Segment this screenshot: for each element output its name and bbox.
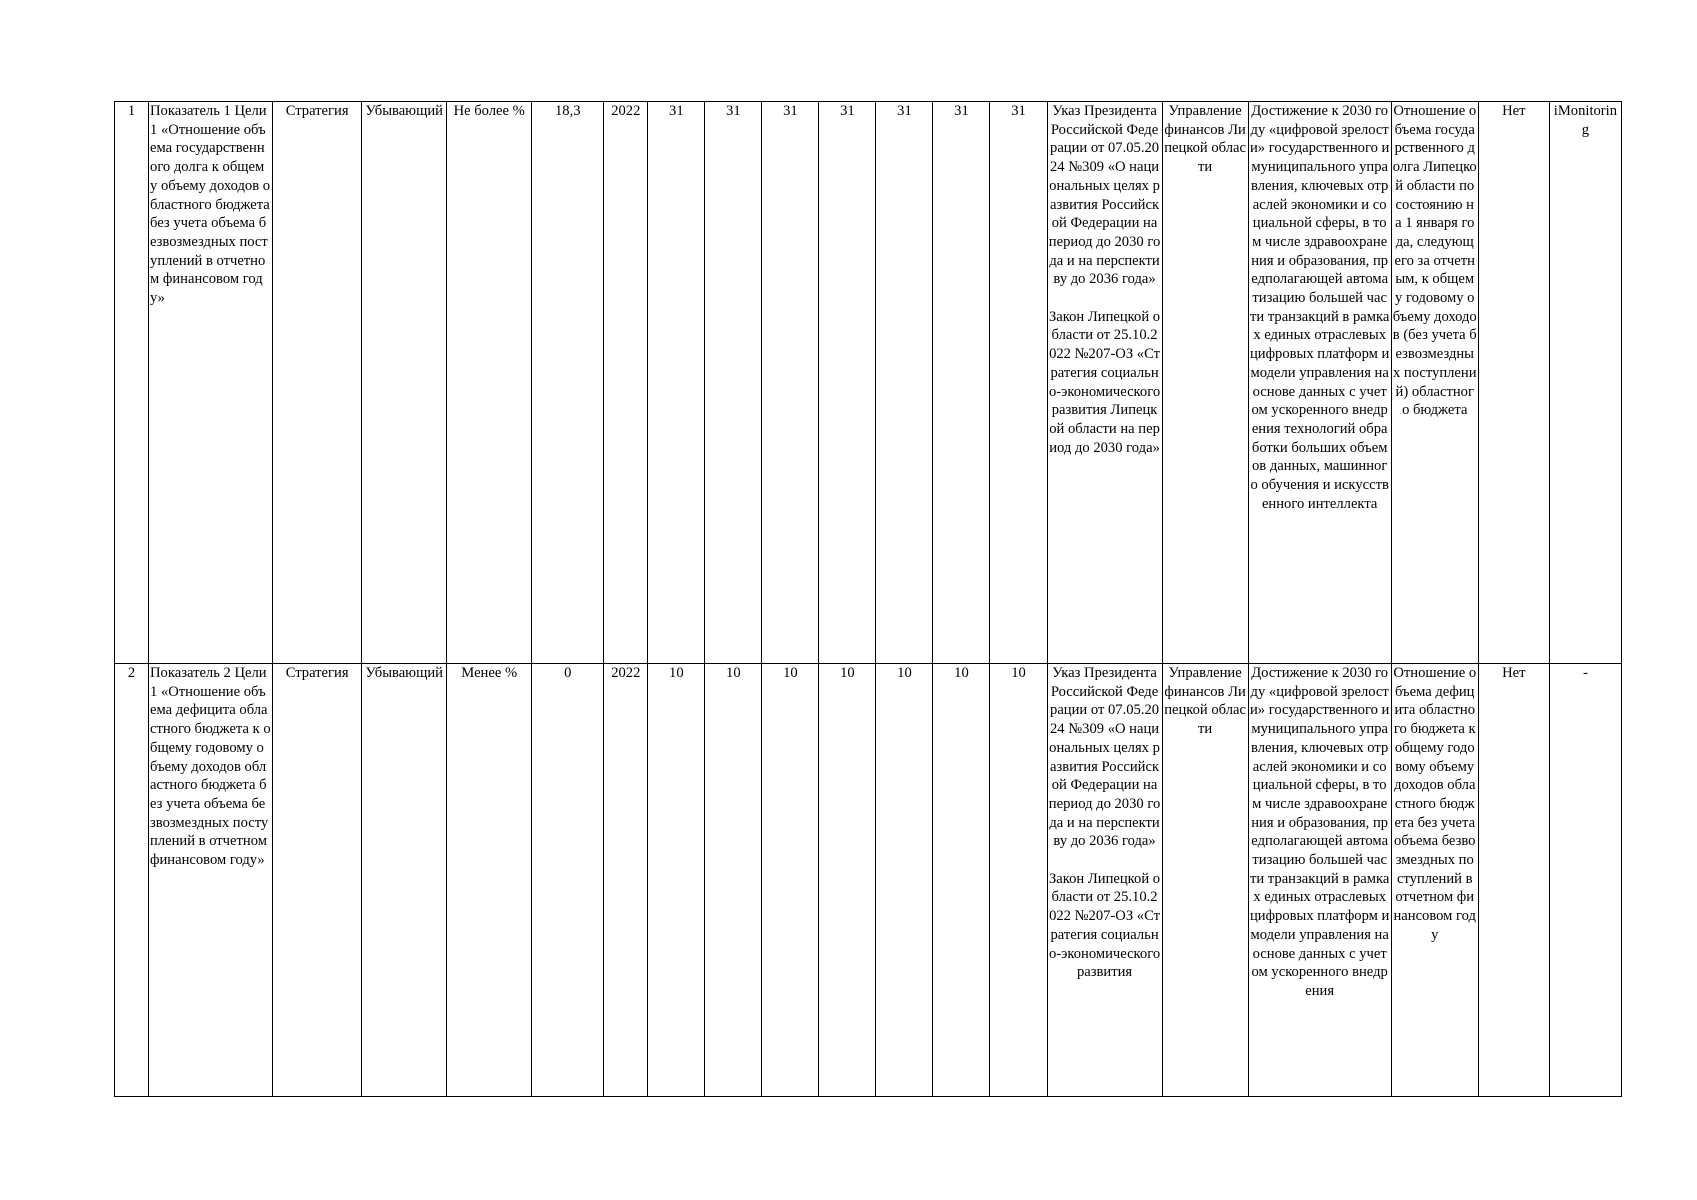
indicator-name: Показатель 1 Цели 1 «Отношение объема государственного долга к общему объему доходов областного бюджета без учета объема безвозмездных поступлений в отчетном финансовом году»	[149, 102, 273, 664]
indicators-table	[114, 101, 1622, 1097]
table-row	[115, 664, 1622, 1097]
national-goal-link: Достижение к 2030 году «цифровой зрелости» государственного и муниципального управления, ключевых отраслей экономики и социальной сферы, в том числе здравоохранения и образования, предполагающей автоматизацию большей части транзакций в рамках единых отраслевых цифровых платформ и модели управления на основе данных с учетом ускоренного внедрения технологий обработки больших объемов данных, машинного обучения и искусственного интеллекта	[1248, 102, 1391, 664]
year-value: 31	[762, 102, 819, 664]
national-goal-link: Достижение к 2030 году «цифровой зрелости» государственного и муниципального управления, ключевых отраслей экономики и социальной сферы, в том числе здравоохранения и образования, предполагающей автоматизацию большей части транзакций в рамках единых отраслевых цифровых платформ и модели управления на основе данных с учетом ускоренного внедрения	[1249, 665, 1390, 999]
indicator-level: Стратегия	[273, 664, 362, 1097]
year-value: 31	[990, 102, 1047, 664]
indicator-definition: Отношение объема государственного долга Липецкой области по состоянию на 1 января года, следующего за отчетным, к общему годовому объему доходов (без учета безвозмездных поступлений) областного бюджета	[1391, 102, 1478, 664]
year-value: 10	[876, 664, 933, 1097]
year-value: 10	[933, 664, 990, 1097]
year-value: 31	[933, 102, 990, 664]
info-system: iMonitoring	[1549, 102, 1621, 664]
table-row	[115, 102, 1622, 664]
year-value: 10	[648, 664, 705, 1097]
year-value: 31	[705, 102, 762, 664]
indicator-definition: Отношение объема дефицита областного бюджета к общему годовому объему доходов областного бюджета без учета объема безвозмездных поступлений в отчетном финансовом году	[1391, 664, 1478, 1097]
indicator-level: Стратегия	[273, 102, 362, 664]
national-goal-link-cell	[1248, 664, 1391, 1097]
base-value: 0	[532, 664, 604, 1097]
legal-document: Указ Президента Российской Федерации от 07.05.2024 №309 «О национальных целях развития Российской Федерации на период до 2030 года и на перспективу до 2036 года» Закон Липецкой области от 25.10.2022 №207-ОЗ «Стратегия социально-экономического развития Липецкой области на период до 2030 года»	[1047, 102, 1162, 664]
info-system: -	[1549, 664, 1621, 1097]
year-value: 31	[648, 102, 705, 664]
year-value: 10	[819, 664, 876, 1097]
indicator-unit: Менее %	[447, 664, 532, 1097]
year-value: 31	[819, 102, 876, 664]
indicator-unit: Не более %	[447, 102, 532, 664]
flag-value: Нет	[1478, 102, 1549, 664]
legal-document: Указ Президента Российской Федерации от 07.05.2024 №309 «О национальных целях развития Российской Федерации на период до 2030 года и на перспективу до 2036 года» Закон Липецкой области от 25.10.2022 №207-ОЗ «Стратегия социально-экономического развития	[1048, 665, 1161, 981]
year-value: 10	[705, 664, 762, 1097]
indicator-name: Показатель 2 Цели 1 «Отношение объема дефицита областного бюджета к общему годовому объему доходов областного бюджета без учета объема безвозмездных поступлений в отчетном финансовом году»	[149, 664, 273, 1097]
indicator-trend: Убывающий	[362, 664, 447, 1097]
year-value: 10	[990, 664, 1047, 1097]
flag-value: Нет	[1478, 664, 1549, 1097]
responsible-body: Управление финансов Липецкой области	[1162, 664, 1248, 1097]
responsible-body: Управление финансов Липецкой области	[1162, 102, 1248, 664]
row-number: 2	[115, 664, 149, 1097]
legal-document-cell	[1047, 664, 1162, 1097]
base-value: 18,3	[532, 102, 604, 664]
row-number: 1	[115, 102, 149, 664]
indicator-trend: Убывающий	[362, 102, 447, 664]
year-value: 10	[762, 664, 819, 1097]
year-value: 31	[876, 102, 933, 664]
base-year: 2022	[604, 102, 648, 664]
base-year: 2022	[604, 664, 648, 1097]
